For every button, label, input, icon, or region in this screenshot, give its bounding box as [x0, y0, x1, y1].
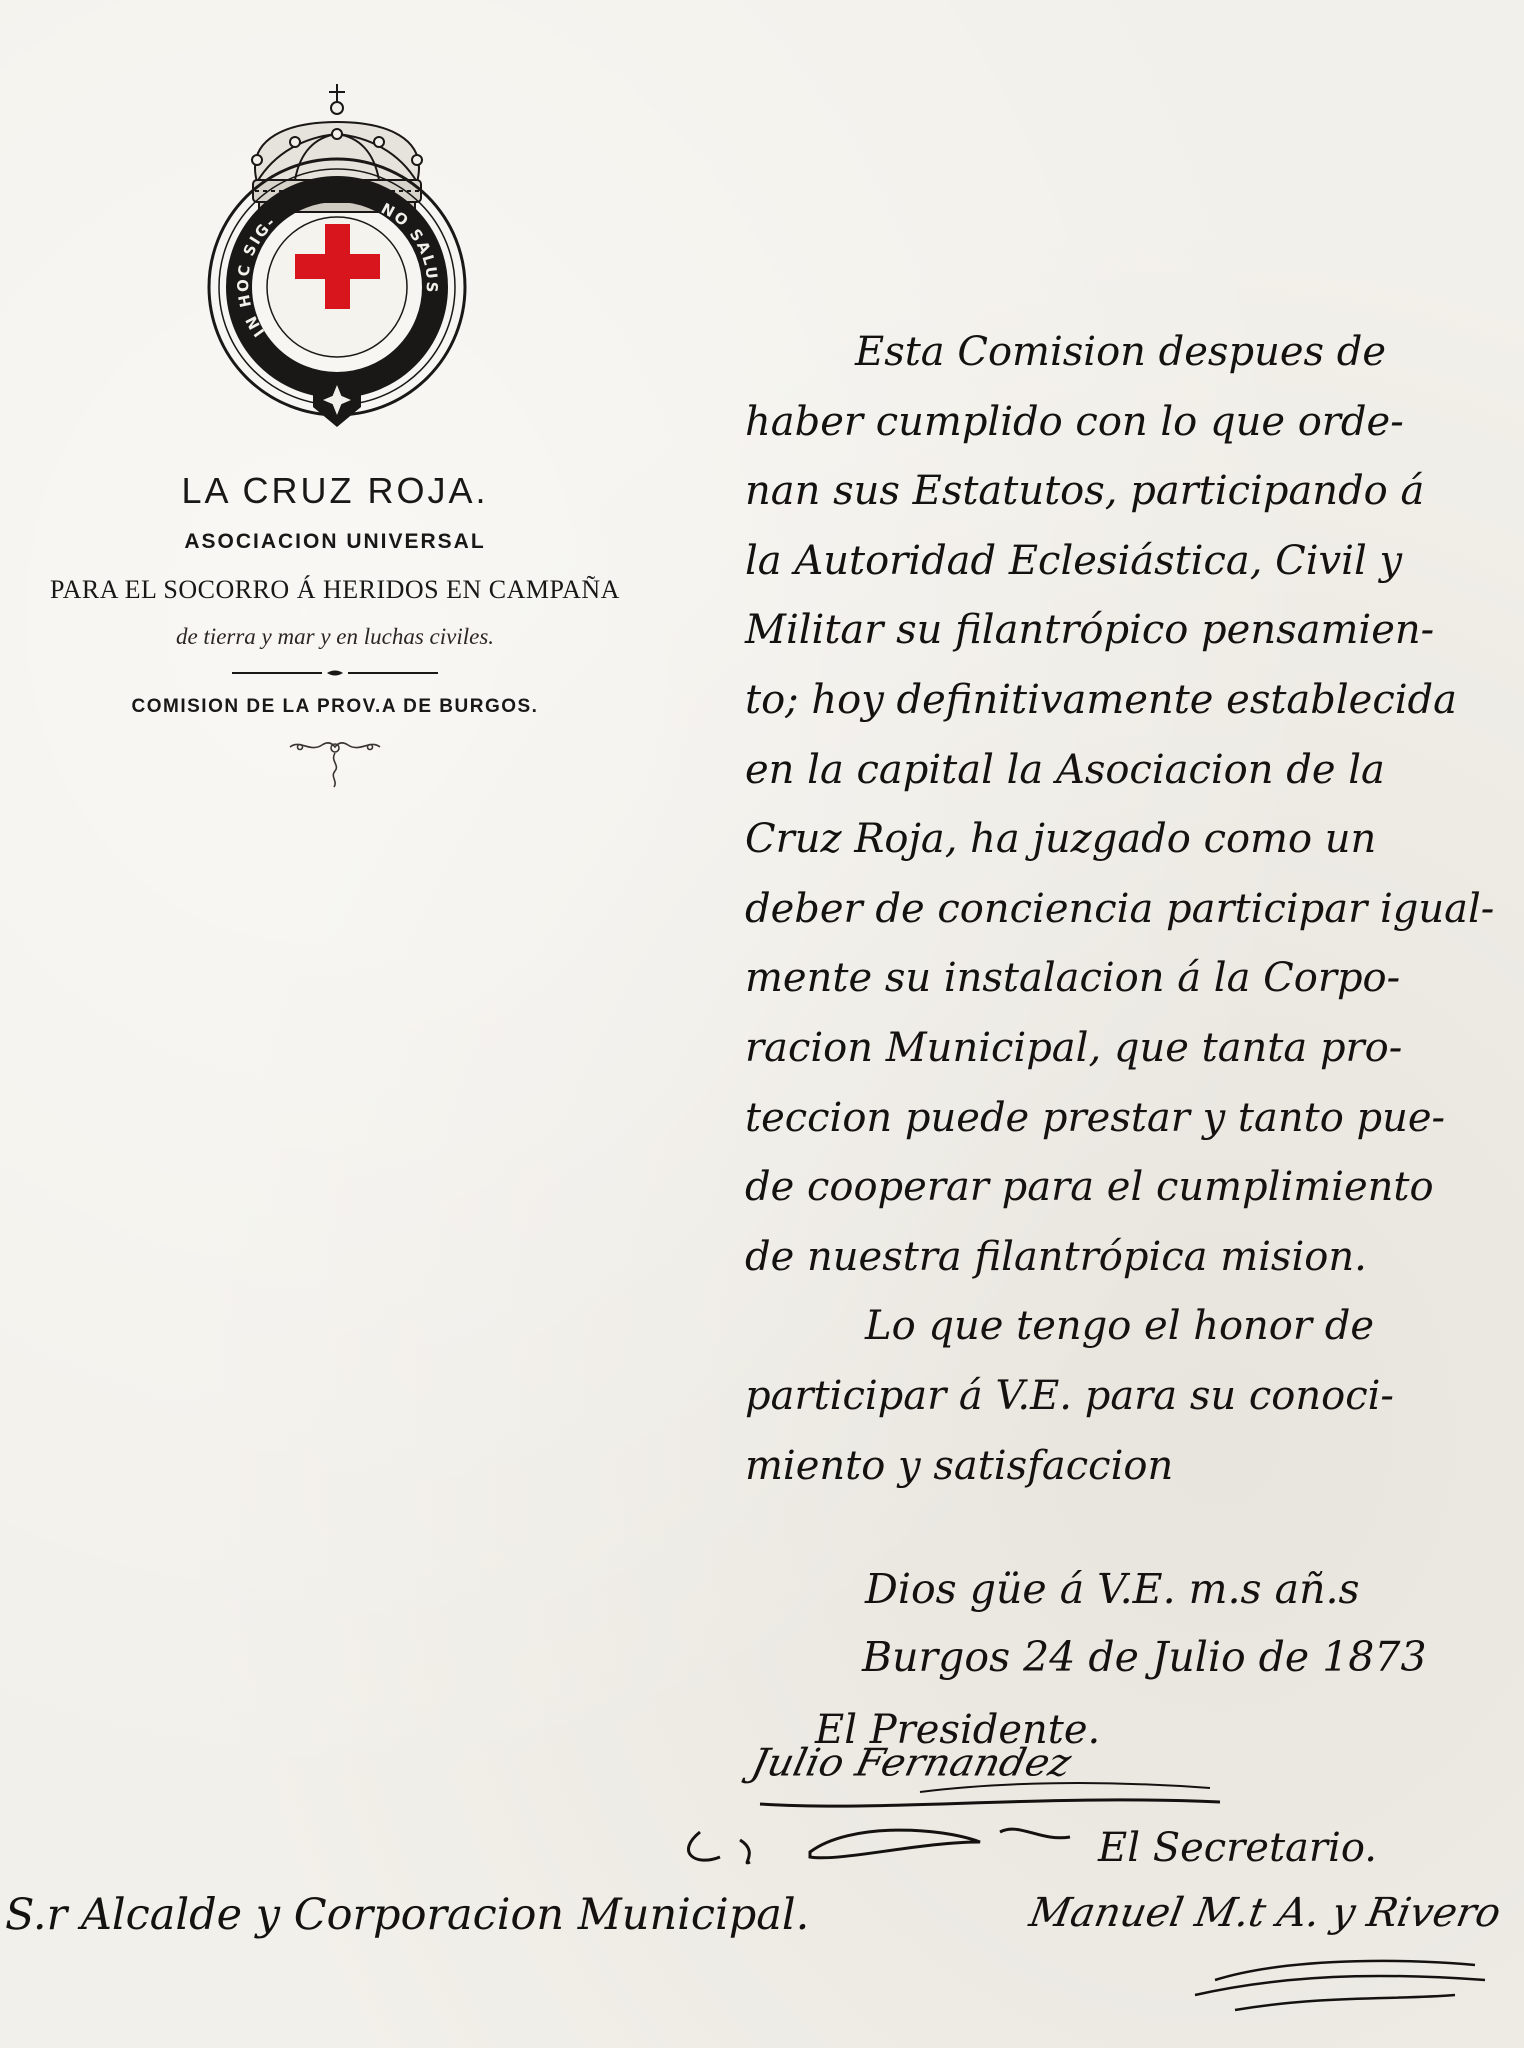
secretary-title: El Secretario.: [1098, 1825, 1377, 1871]
letterhead-scope: de tierra y mar y en luchas civiles.: [175, 624, 495, 649]
divider-rule: [232, 668, 438, 678]
closing-formula: Dios güe á V.E. m.s añ.s: [865, 1565, 1360, 1613]
body-line: deber de conciencia participar igual-: [745, 885, 1495, 932]
body-line: haber cumplido con lo que orde-: [745, 398, 1404, 445]
secretary-signature: Manuel M.t A. y Rivero: [1025, 1890, 1505, 1936]
motto-right-text: NO SALUS: [378, 199, 442, 295]
letterhead-subtitle: ASOCIACION UNIVERSAL: [184, 530, 486, 553]
body-line: teccion puede prestar y tanto pue-: [745, 1094, 1446, 1141]
letterhead-mission: PARA EL SOCORRO Á HERIDOS EN CAMPAÑA: [50, 575, 620, 604]
letter-body: [745, 318, 1505, 1501]
body-line: en la capital la Asociacion de la: [745, 746, 1385, 793]
body-line: la Autoridad Eclesiástica, Civil y: [745, 537, 1403, 584]
letterhead-title: LA CRUZ ROJA.: [181, 470, 489, 511]
body-line: racion Municipal, que tanta pro-: [745, 1024, 1403, 1071]
body-line: Lo que tengo el honor de: [865, 1303, 1375, 1350]
rubric-flourish: [680, 1812, 1080, 1872]
body-line: de cooperar para el cumplimiento: [745, 1164, 1434, 1211]
body-line: mente su instalacion á la Corpo-: [745, 955, 1401, 1002]
secretary-signature-flourish: [1175, 1935, 1495, 2020]
letterhead-commission: COMISION DE LA PROV.A DE BURGOS.: [131, 696, 539, 717]
place-date: Burgos 24 de Julio de 1873: [862, 1633, 1427, 1681]
flourish-ornament-icon: [280, 735, 390, 790]
body-line: to; hoy definitivamente establecida: [745, 676, 1457, 723]
recipient-line: S.r Alcalde y Corporacion Municipal.: [5, 1890, 810, 1940]
motto-left-text: IN HOC SIG-: [234, 212, 281, 341]
body-line: Esta Comision despues de: [855, 329, 1387, 375]
body-line: participar á V.E. para su conoci-: [745, 1372, 1394, 1419]
body-line: Cruz Roja, ha juzgado como un: [745, 816, 1377, 863]
body-line: Militar su filantrópico pensamien-: [745, 607, 1435, 654]
body-line: miento y satisfaccion: [745, 1442, 1174, 1489]
president-signature: Julio Fernandez: [747, 1741, 1075, 1785]
red-cross-emblem: [195, 82, 480, 437]
body-line: de nuestra filantrópica mision.: [745, 1233, 1367, 1280]
body-line: nan sus Estatutos, participando á: [745, 468, 1425, 515]
president-title: El Presidente.: [815, 1707, 1101, 1753]
